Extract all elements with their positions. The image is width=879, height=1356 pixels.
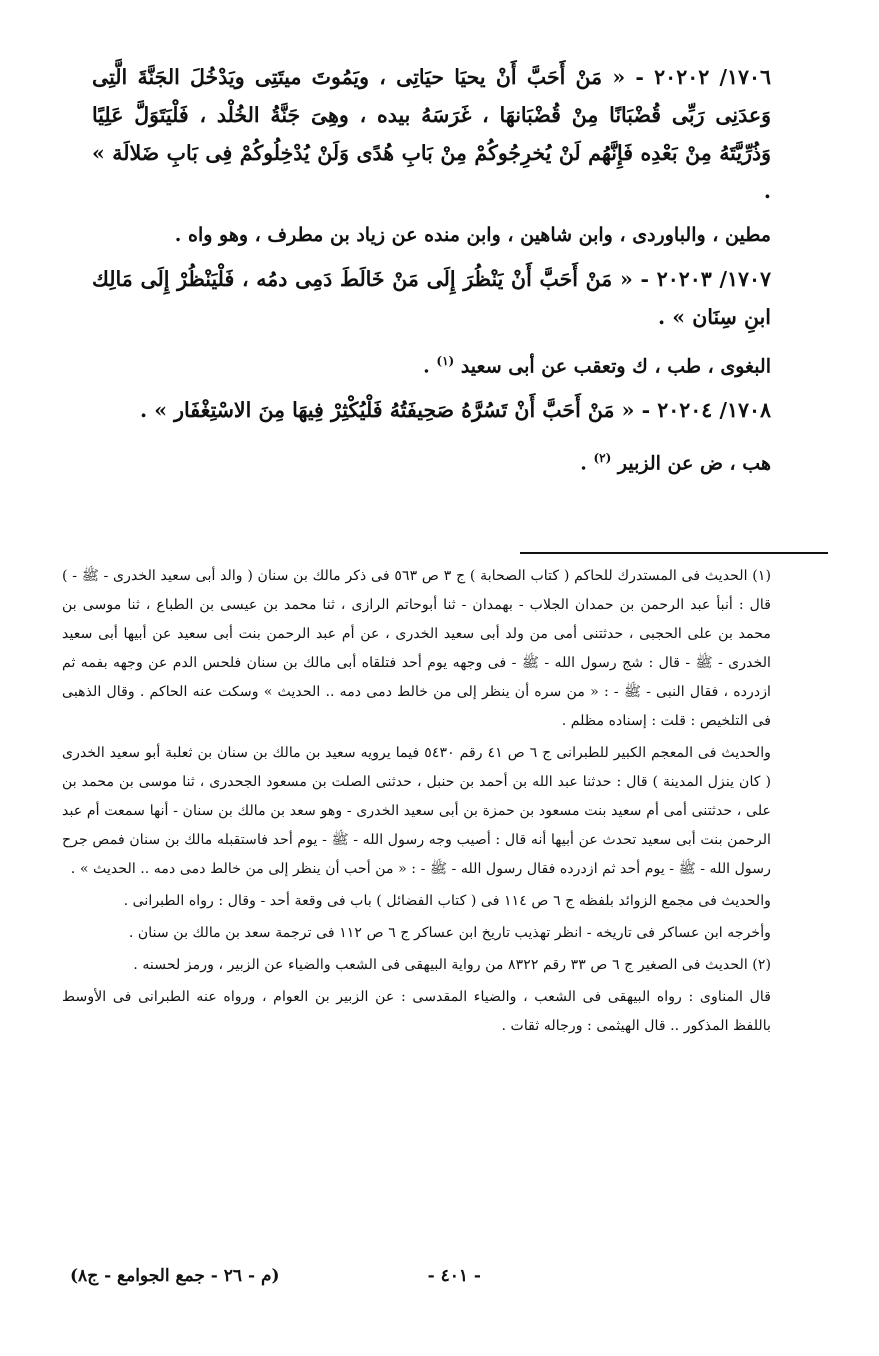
source-text: هب ، ض عن الزبير xyxy=(617,452,771,475)
hadith-1708-text: ١٧٠٧/ ٢٠٢٠٣ - « مَنْ أَحَبَّ أَنْ يَنْظُرَ إِلَى مَنْ خَالَطَ دَمِى دمُه ، فَلْيَنْظُرْ إِلَى مَالِك ابنِ سِنَان » . xyxy=(92,267,772,329)
hadith-1708-source: البغوى ، طب ، ك وتعقب عن أبى سعيد $^{(١)}$ . xyxy=(423,354,771,378)
footnote-1-ibn-asakir: وأخرجه ابن عساكر فى تاريخه - انظر تهذيب تاريخ ابن عساكر ج ٦ ص ١١٢ فى ترجمة سعد بن مالك بن سنان . xyxy=(128,925,771,941)
footnote-ref-1: (١) xyxy=(436,354,455,368)
footnote-2: (٢) الحديث فى الصغير ج ٦ ص ٣٣ رقم ٨٣٢٢ من رواية البيهقى فى الشعب والضياء عن الزبير ، ورمز لحسنه . xyxy=(133,957,771,973)
footnote-1-majma: والحديث فى مجمع الزوائد بلفظه ج ٦ ص ١١٤ فى ( كتاب الفضائل ) باب فى وقعة أحد - وقال : رواه الطبرانى . xyxy=(123,893,771,909)
page-footer xyxy=(70,1266,771,1306)
footnote-2-munawi: قال المناوى : رواه البيهقى فى الشعب ، والضياء المقدسى : عن الزبير بن العوام ، ورواه عنه الطبرانى فى الأوسط باللفظ المذكور .. قال الهيثمى : ورجاله ثقات . xyxy=(62,989,771,1034)
signature-mark: (م - ٢٦ - جمع الجوامع - ج٨) xyxy=(70,1266,280,1286)
footnote-ref-2: (٢) xyxy=(593,451,612,466)
main-text xyxy=(92,58,771,489)
hadith-1707-source: مطين ، والباوردى ، وابن شاهين ، وابن منده عن زياد بن مطرف ، وهو واه . xyxy=(174,224,771,246)
page-number: - ٤٠١ - xyxy=(427,1266,481,1286)
hadith-1707-text: ١٧٠٦/ ٢٠٢٠٢ - « مَنْ أَحَبَّ أَنْ يحيَا حيَاتِى ، ويَمُوتَ ميتَتِى ويَدْخُلَ الجَنَّةَ الَّتِى وَعدَنِى رَبِّى قُضْبَانًا مِنْ قُضْبَانهَا ، غَرَسَهُ بيده ، وهِىَ جَنَّةُ الخُلْد ، فَلْيَتَوَلَّ عَلِيًا وَذُرِّيَّتَهُ مِنْ بَعْدِه فَإِنَّهُم لَنْ يُخرِجُوكُمْ مِنْ بَابِ هُدًى وَلَنْ يُدْخِلُوكُمْ فِى بَابِ ضَلالَة » . xyxy=(92,65,772,203)
footnote-1: (١) الحديث فى المستدرك للحاكم ( كتاب الصحابة ) ج ٣ ص ٥٦٣ فى ذكر مالك بن سنان ( والد أبى سعيد الخدرى - ﷺ - ) قال : أنبأ عبد الرحمن بن حمدان الجلاب - بهمدان - ثنا أبوحاتم الرازى ، ثنا محمد بن عيسى بن الطباع ، ثنا موسى بن محمد بن على الحجبى ، حدثتنى أمى من ولد أبى سعيد الخدرى ، عن أم عبد الرحمن بنت أبى سعيد عن أبيها أبى سعيد الخدرى - ﷺ - قال : شج رسول الله - ﷺ - فى وجهه يوم أحد فتلقاه أبى مالك بن سنان فلحس الدم عن وجهه بفمه ثم ازدرده ، فقال النبى - ﷺ - : « من سره أن ينظر إلى من خالط دمى دمه .. الحديث » وسكت عنه الحاكم . وقال الذهبى فى التلخيص : قلت : إسناده مظلم . xyxy=(62,568,772,729)
hadith-1709-text: ١٧٠٨/ ٢٠٢٠٤ - « مَنْ أَحَبَّ أَنْ تَسُرَّهُ صَحِيفَتُهُ فَلْيُكْثِرْ فِيهَا مِنَ الاسْتِغْفَار » . xyxy=(139,398,771,423)
footnote-1-tabarani: والحديث فى المعجم الكبير للطبرانى ج ٦ ص ٤١ رقم ٥٤٣٠ فيما يرويه سعيد بن مالك بن سنان بن ثعلبة أبو سعيد الخدرى ( كان ينزل المدينة ) قال : حدثنا عبد الله بن أحمد بن حنبل ، حدثنى الصلت بن مسعود الجحدرى ، ثنا موسى بن محمد بن على ، حدثتنى أمى أم سعيد بنت مسعود بن حمزة بن أبى سعيد الخدرى - وهو سعد بن مالك بن سنان - أنها سمعت أم عبد الرحمن بنت أبى سعيد تحدث عن أبيها أنه قال : أصيب وجه رسول الله - ﷺ - يوم أحد فاستقبله مالك بن سنان فمص جرح رسول الله - ﷺ - يوم أحد ثم ازدرده فقال رسول الله - ﷺ - : « من أحب أن ينظر إلى من خالط دمى دمه .. الحديث » . xyxy=(62,745,772,877)
footnote-divider xyxy=(520,552,828,554)
source-text: البغوى ، طب ، ك وتعقب عن أبى سعيد xyxy=(460,355,771,378)
footnotes xyxy=(62,562,771,1041)
hadith-1709-source: هب ، ض عن الزبير $^{(٢)}$ . xyxy=(580,451,771,475)
